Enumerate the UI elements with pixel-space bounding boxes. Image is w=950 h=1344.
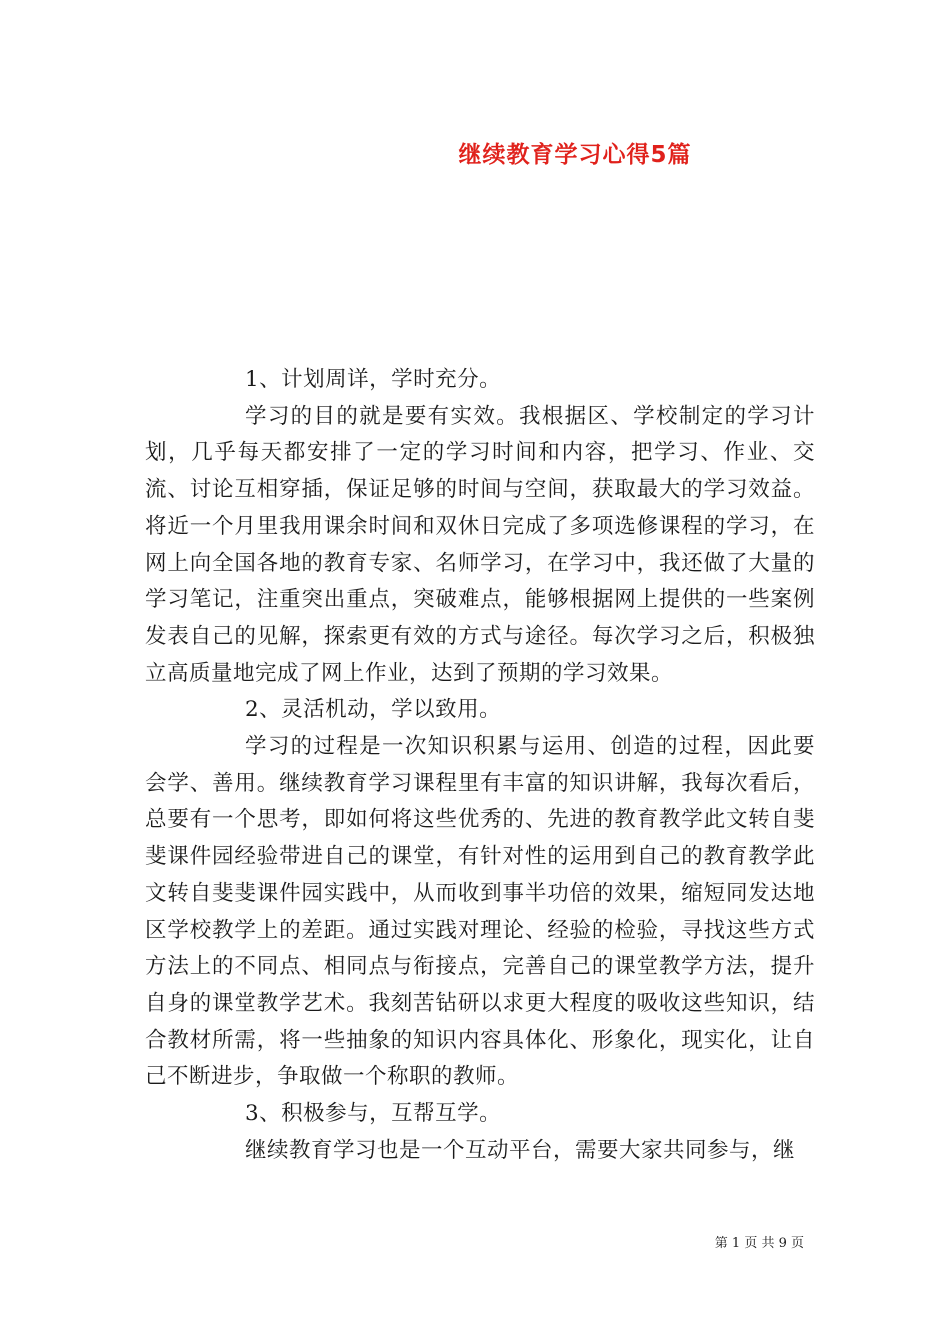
section-heading: 2、灵活机动，学以致用。: [245, 697, 502, 723]
document-body: [145, 362, 815, 1169]
page-footer: 第 1 页 共 9 页: [714, 1236, 804, 1251]
page-title: 继续教育学习心得5篇: [458, 142, 692, 168]
paragraph: 学习的过程是一次知识积累与运用、创造的过程，因此要会学、善用。继续教育学习课程里有丰富的知识讲解，我每次看后，总要有一个思考，即如何将这些优秀的、先进的教育教学此文转自斐斐课件园经验带进自己的课堂，有针对性的运用到自己的教育教学此文转自斐斐课件园实践中，从而收到事半功倍的效果，缩短同发达地区学校教学上的差距。通过实践对理论、经验的检验，寻找这些方式方法上的不同点、相同点与衔接点，完善自己的课堂教学方法，提升自身的课堂教学艺术。我刻苦钻研以求更大程度的吸收这些知识，结合教材所需，将一些抽象的知识内容具体化、形象化，现实化，让自己不断进步，争取做一个称职的教师。: [145, 734, 815, 1090]
section-heading: 1、计划周详，学时充分。: [245, 367, 502, 392]
paragraph: 学习的目的就是要有实效。我根据区、学校制定的学习计划，几乎每天都安排了一定的学习时间和内容，把学习、作业、交流、讨论互相穿插，保证足够的时间与空间，获取最大的学习效益。将近一个月里我用课余时间和双休日完成了多项选修课程的学习，在网上向全国各地的教育专家、名师学习，在学习中，我还做了大量的学习笔记，注重突出重点，突破难点，能够根据网上提供的一些案例发表自己的见解，探索更有效的方式与途径。每次学习之后，积极独立高质量地完成了网上作业，达到了预期的学习效果。: [145, 403, 815, 686]
section-heading: 3、积极参与，互帮互学。: [245, 1101, 502, 1127]
paragraph: 继续教育学习也是一个互动平台，需要大家共同参与，继: [245, 1137, 796, 1163]
